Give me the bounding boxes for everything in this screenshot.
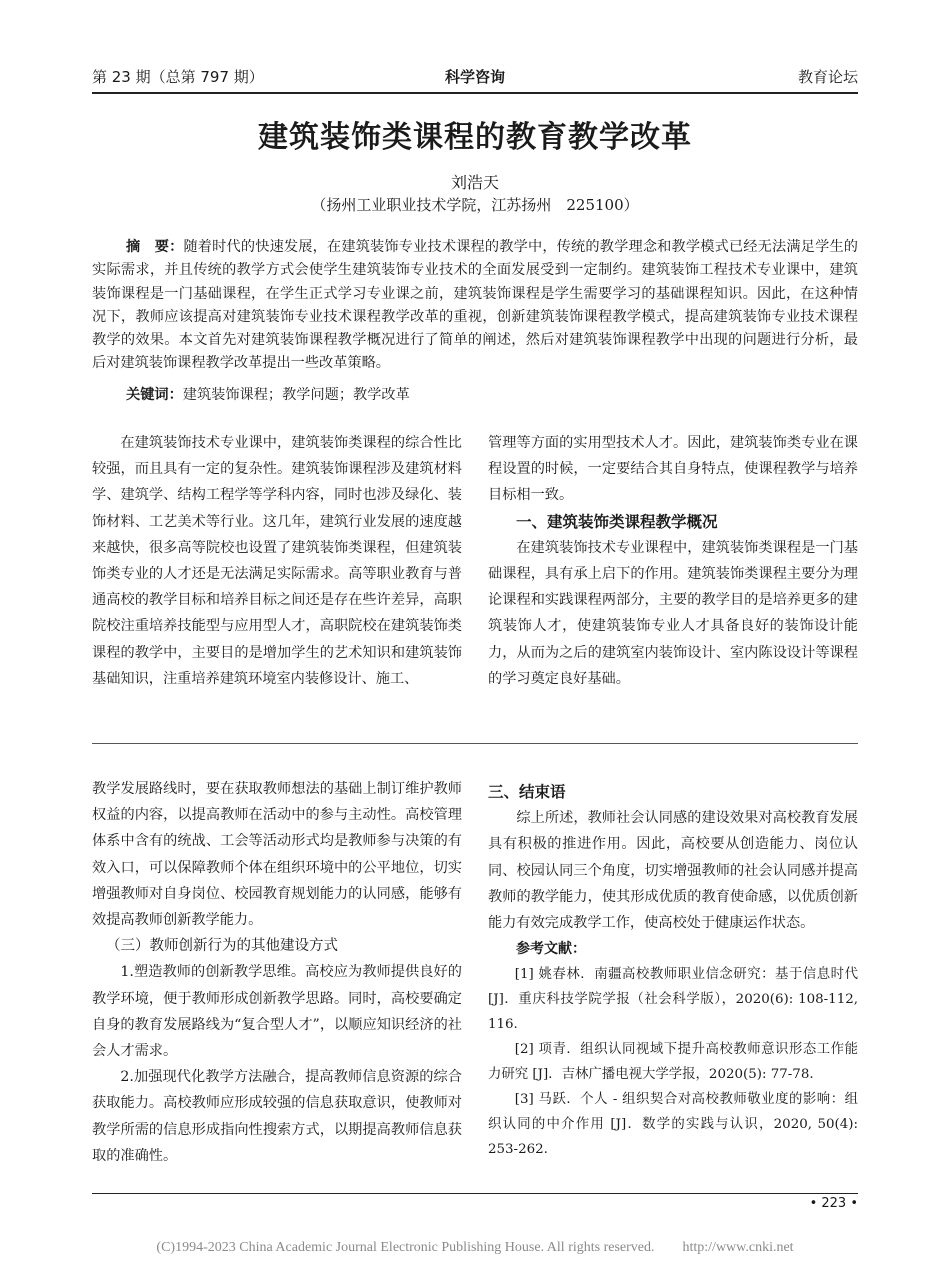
lower-left-column <box>92 776 462 1169</box>
upper-left-column <box>92 430 462 692</box>
method-paragraph-2: 2.加强现代化教学方法融合，提高教师信息资源的综合获取能力。高校教师应形成较强的信息获取意识，使教师对教学所需的信息形成指向性搜索方式，以期提高教师信息获取的准确性。 <box>92 1069 462 1164</box>
footer-rule <box>92 1193 858 1194</box>
abstract-text: 随着时代的快速发展，在建筑装饰专业技术课程的教学中，传统的教学理念和教学模式已经无法满足学生的实际需求，并且传统的教学方式会使学生建筑装饰专业技术的全面发展受到一定制约。建筑装饰工程技术专业课中，建筑装饰课程是一门基础课程，在学生正式学习专业课之前，建筑装饰课程是学生需要学习的基础课程知识。因此，在这种情况下，教师应该提高对建筑装饰专业技术课程教学改革的重视，创新建筑装饰课程教学模式，提高建筑装饰专业技术课程教学的效果。本文首先对建筑装饰课程教学概况进行了简单的阐述，然后对建筑装饰课程教学中出现的问题进行分析，最后对建筑装饰课程教学改革提出一些改革策略。 <box>92 239 858 372</box>
reference-1: [1] 姚春林．南疆高校教师职业信念研究：基于信息时代 [J]．重庆科技学院学报（社会科学版），2020(6): 108-112, 116. <box>488 967 858 1033</box>
section-name: 教育论坛 <box>797 68 858 86</box>
abstract <box>92 236 858 376</box>
keywords-label: 关键词： <box>126 387 183 403</box>
conclusion-paragraph: 综上所述，教师社会认同感的建设效果对高校教育发展具有积极的推进作用。因此，高校要从创造能力、岗位认同、校园认同三个角度，切实增强教师的社会认同感并提高教师的教学能力，使其形成优质的教育使命感，以优质创新能力有效完成教学工作，使高校处于健康运作状态。 <box>488 810 858 932</box>
subheading-other-methods: （三）教师创新行为的其他建设方式 <box>106 938 338 955</box>
upper-right-column <box>488 430 858 692</box>
article-title: 建筑装饰类课程的教育教学改革 <box>258 120 692 155</box>
method-paragraph-1: 1.塑造教师的创新教学思维。高校应为教师提供良好的教学环境，便于教师形成创新教学思路。同时，高校要确定自身的教育发展路线为“复合型人才”，以顺应知识经济的社会人才需求。 <box>92 964 462 1060</box>
journal-name: 科学咨询 <box>444 68 505 86</box>
header-rule <box>92 92 858 94</box>
page-number: • 223 • <box>809 1196 858 1211</box>
keywords <box>92 384 858 407</box>
intro-continuation: 管理等方面的实用型技术人才。因此，建筑装饰类专业在课程设置的时候，一定要结合其自身特点，使课程教学与培养目标相一致。 <box>488 435 858 504</box>
section-heading-overview: 一、建筑装饰类课程教学概况 <box>516 512 718 531</box>
running-header <box>92 62 858 88</box>
issue-number: 第 23 期（总第 797 期） <box>92 68 264 86</box>
article-author: 刘浩天 <box>450 173 499 192</box>
lower-right-column <box>488 779 858 1162</box>
reference-3: [3] 马跃．个人 - 组织契合对高校教师敬业度的影响：组织认同的中介作用 [J]．数学的实践与认识，2020, 50(4): 253-262. <box>488 1092 858 1158</box>
intro-paragraph: 在建筑装饰技术专业课中，建筑装饰类课程的综合性比较强，而且具有一定的复杂性。建筑装饰课程涉及建筑材料学、建筑学、结构工程学等学科内容，同时也涉及绿化、装饰材料、工艺美术等行业。这几年，建筑行业发展的速度越来越快，很多高等院校也设置了建筑装饰类课程，但建筑装饰类专业的人才还是无法满足实际需求。高等职业教育与普通高校的教学目标和培养目标之间还是存在些许差异，高职院校注重培养技能型与应用型人才，高职院校在建筑装饰类课程的教学中，主要目的是增加学生的艺术知识和建筑装饰基础知识，注重培养建筑环境室内装修设计、施工、 <box>92 435 462 687</box>
continued-paragraph: 教学发展路线时，要在获取教师想法的基础上制订维护教师权益的内容，以提高教师在活动中的参与主动性。高校管理体系中含有的统战、工会等活动形式均是教师参与决策的有效入口，可以保障教师个体在组织环境中的公平地位，切实增强教师对自身岗位、校园教育规划能力的认同感，能够有效提高教师创新教学能力。 <box>92 781 462 929</box>
section-heading-conclusion: 三、结束语 <box>488 783 566 801</box>
author-affiliation: （扬州工业职业技术学院，江苏扬州 225100） <box>311 196 639 214</box>
reference-2: [2] 项青．组织认同视域下提升高校教师意识形态工作能力研究 [J]．吉林广播电视大学学报，2020(5): 77-78. <box>488 1042 858 1083</box>
copyright-notice: (C)1994-2023 China Academic Journal Electronic Publishing House. All rights reserved. http://www.cnki.net <box>156 1240 794 1255</box>
overview-paragraph: 在建筑装饰技术专业课程中，建筑装饰类课程是一门基础课程，具有承上启下的作用。建筑装饰类课程主要分为理论课程和实践课程两部分，主要的教学目的是培养更多的建筑装饰人才，使建筑装饰专业人才具备良好的装饰设计能力，从而为之后的建筑室内装饰设计、室内陈设设计等课程的学习奠定良好基础。 <box>488 539 858 687</box>
abstract-label: 摘 要： <box>126 239 184 255</box>
keywords-text: 建筑装饰课程；教学问题；教学改革 <box>182 387 410 403</box>
references-label: 参考文献： <box>516 941 586 958</box>
section-divider <box>92 743 858 744</box>
